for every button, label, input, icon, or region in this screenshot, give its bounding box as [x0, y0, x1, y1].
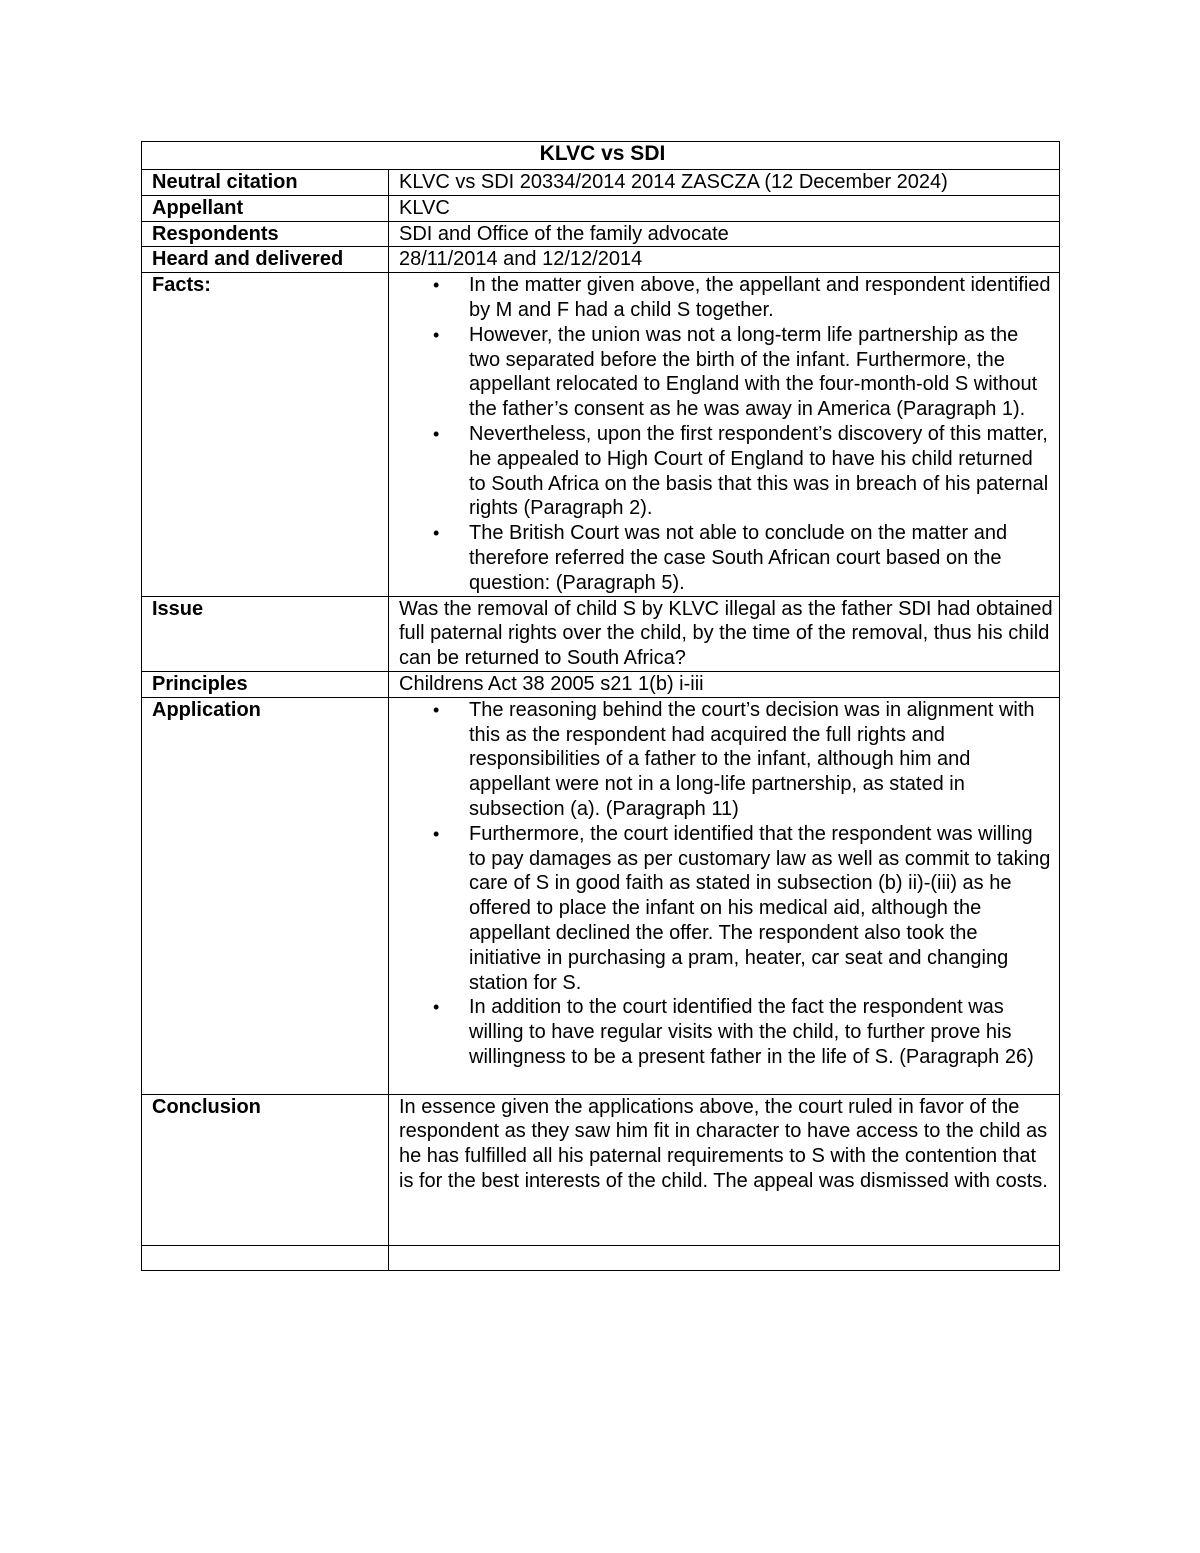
principles-label: Principles — [142, 671, 389, 697]
respondents-value: SDI and Office of the family advocate — [389, 221, 1060, 247]
heard-delivered-value: 28/11/2014 and 12/12/2014 — [389, 247, 1060, 273]
neutral-citation-label: Neutral citation — [142, 170, 389, 196]
neutral-citation-value: KLVC vs SDI 20334/2014 2014 ZASCZA (12 December 2024) — [389, 170, 1060, 196]
list-item — [433, 698, 1053, 822]
bullet-icon: • — [433, 423, 440, 444]
list-item-text: The British Court was not able to conclude on the matter and therefore referred the case South African court based on the question: (Paragraph 5). — [469, 522, 1008, 594]
row-application — [142, 697, 1060, 1094]
conclusion-label: Conclusion — [142, 1094, 389, 1245]
respondents-label: Respondents — [142, 221, 389, 247]
row-neutral-citation — [142, 170, 1060, 196]
case-summary-table — [141, 141, 1060, 1271]
bullet-icon: • — [433, 275, 440, 296]
row-appellant — [142, 195, 1060, 221]
list-item-text: In the matter given above, the appellant and respondent identified by M and F had a child S together. — [469, 274, 1051, 321]
list-item-text: Nevertheless, upon the first respondent’s discovery of this matter, he appealed to High Court of England to have his child returned to South Africa on the basis that this was in breach of his paternal rights (Paragraph 2). — [469, 422, 1049, 520]
application-label: Application — [142, 697, 389, 1094]
list-item — [433, 422, 1053, 521]
application-list — [399, 698, 1053, 1070]
list-item-text: In addition to the court identified the fact the respondent was willing to have regular visits with the child, to further prove his willingness to be a present father in the life of S. (Paragraph 26) — [469, 996, 1034, 1068]
facts-label: Facts: — [142, 273, 389, 596]
list-item — [433, 521, 1053, 595]
list-item — [433, 323, 1053, 422]
list-item — [433, 822, 1053, 996]
facts-list — [399, 273, 1053, 595]
list-item — [433, 995, 1053, 1069]
list-item-text: However, the union was not a long-term life partnership as the two separated before the birth of the infant. Furthermore, the appellant relocated to England with the four-month-old S without the father’s consent as he was away in America (Paragraph 1). — [469, 323, 1038, 421]
empty-value-cell — [389, 1245, 1060, 1270]
conclusion-value: In essence given the applications above, the court ruled in favor of the respondent as they saw him fit in character to have access to the child as he has fulfilled all his paternal requirements to S with the contention that is for the best interests of the child. The appeal was dismissed with costs. — [389, 1094, 1060, 1245]
row-facts — [142, 273, 1060, 596]
principles-value: Childrens Act 38 2005 s21 1(b) i-iii — [389, 671, 1060, 697]
application-value — [389, 697, 1060, 1094]
row-issue — [142, 596, 1060, 671]
heard-delivered-label: Heard and delivered — [142, 247, 389, 273]
bullet-icon: • — [433, 324, 440, 345]
issue-value: Was the removal of child S by KLVC illegal as the father SDI had obtained full paternal rights over the child, by the time of the removal, thus his child can be returned to South Africa? — [389, 596, 1060, 671]
bullet-icon: • — [433, 823, 440, 844]
row-empty — [142, 1245, 1060, 1270]
list-item-text: The reasoning behind the court’s decision was in alignment with this as the respondent had acquired the full rights and responsibilities of a father to the infant, although him and appellant were not in a long-life partnership, as stated in subsection (a). (Paragraph 11) — [469, 698, 1035, 820]
facts-value — [389, 273, 1060, 596]
list-item — [433, 273, 1053, 323]
case-title: KLVC vs SDI — [142, 142, 1060, 170]
bullet-icon: • — [433, 523, 440, 544]
title-row — [142, 142, 1060, 170]
appellant-label: Appellant — [142, 195, 389, 221]
row-conclusion — [142, 1094, 1060, 1245]
empty-label-cell — [142, 1245, 389, 1270]
bullet-icon: • — [433, 997, 440, 1018]
appellant-value: KLVC — [389, 195, 1060, 221]
list-item-text: Furthermore, the court identified that the respondent was willing to pay damages as per customary law as well as commit to taking care of S in good faith as stated in subsection (b) ii)-(iii) as he offered to place the infant on his medical aid, although the appellant declined the offer. The respondent also took the initiative in purchasing a pram, heater, car seat and changing station for S. — [469, 822, 1051, 994]
row-heard-delivered — [142, 247, 1060, 273]
row-respondents — [142, 221, 1060, 247]
issue-label: Issue — [142, 596, 389, 671]
bullet-icon: • — [433, 699, 440, 720]
row-principles — [142, 671, 1060, 697]
